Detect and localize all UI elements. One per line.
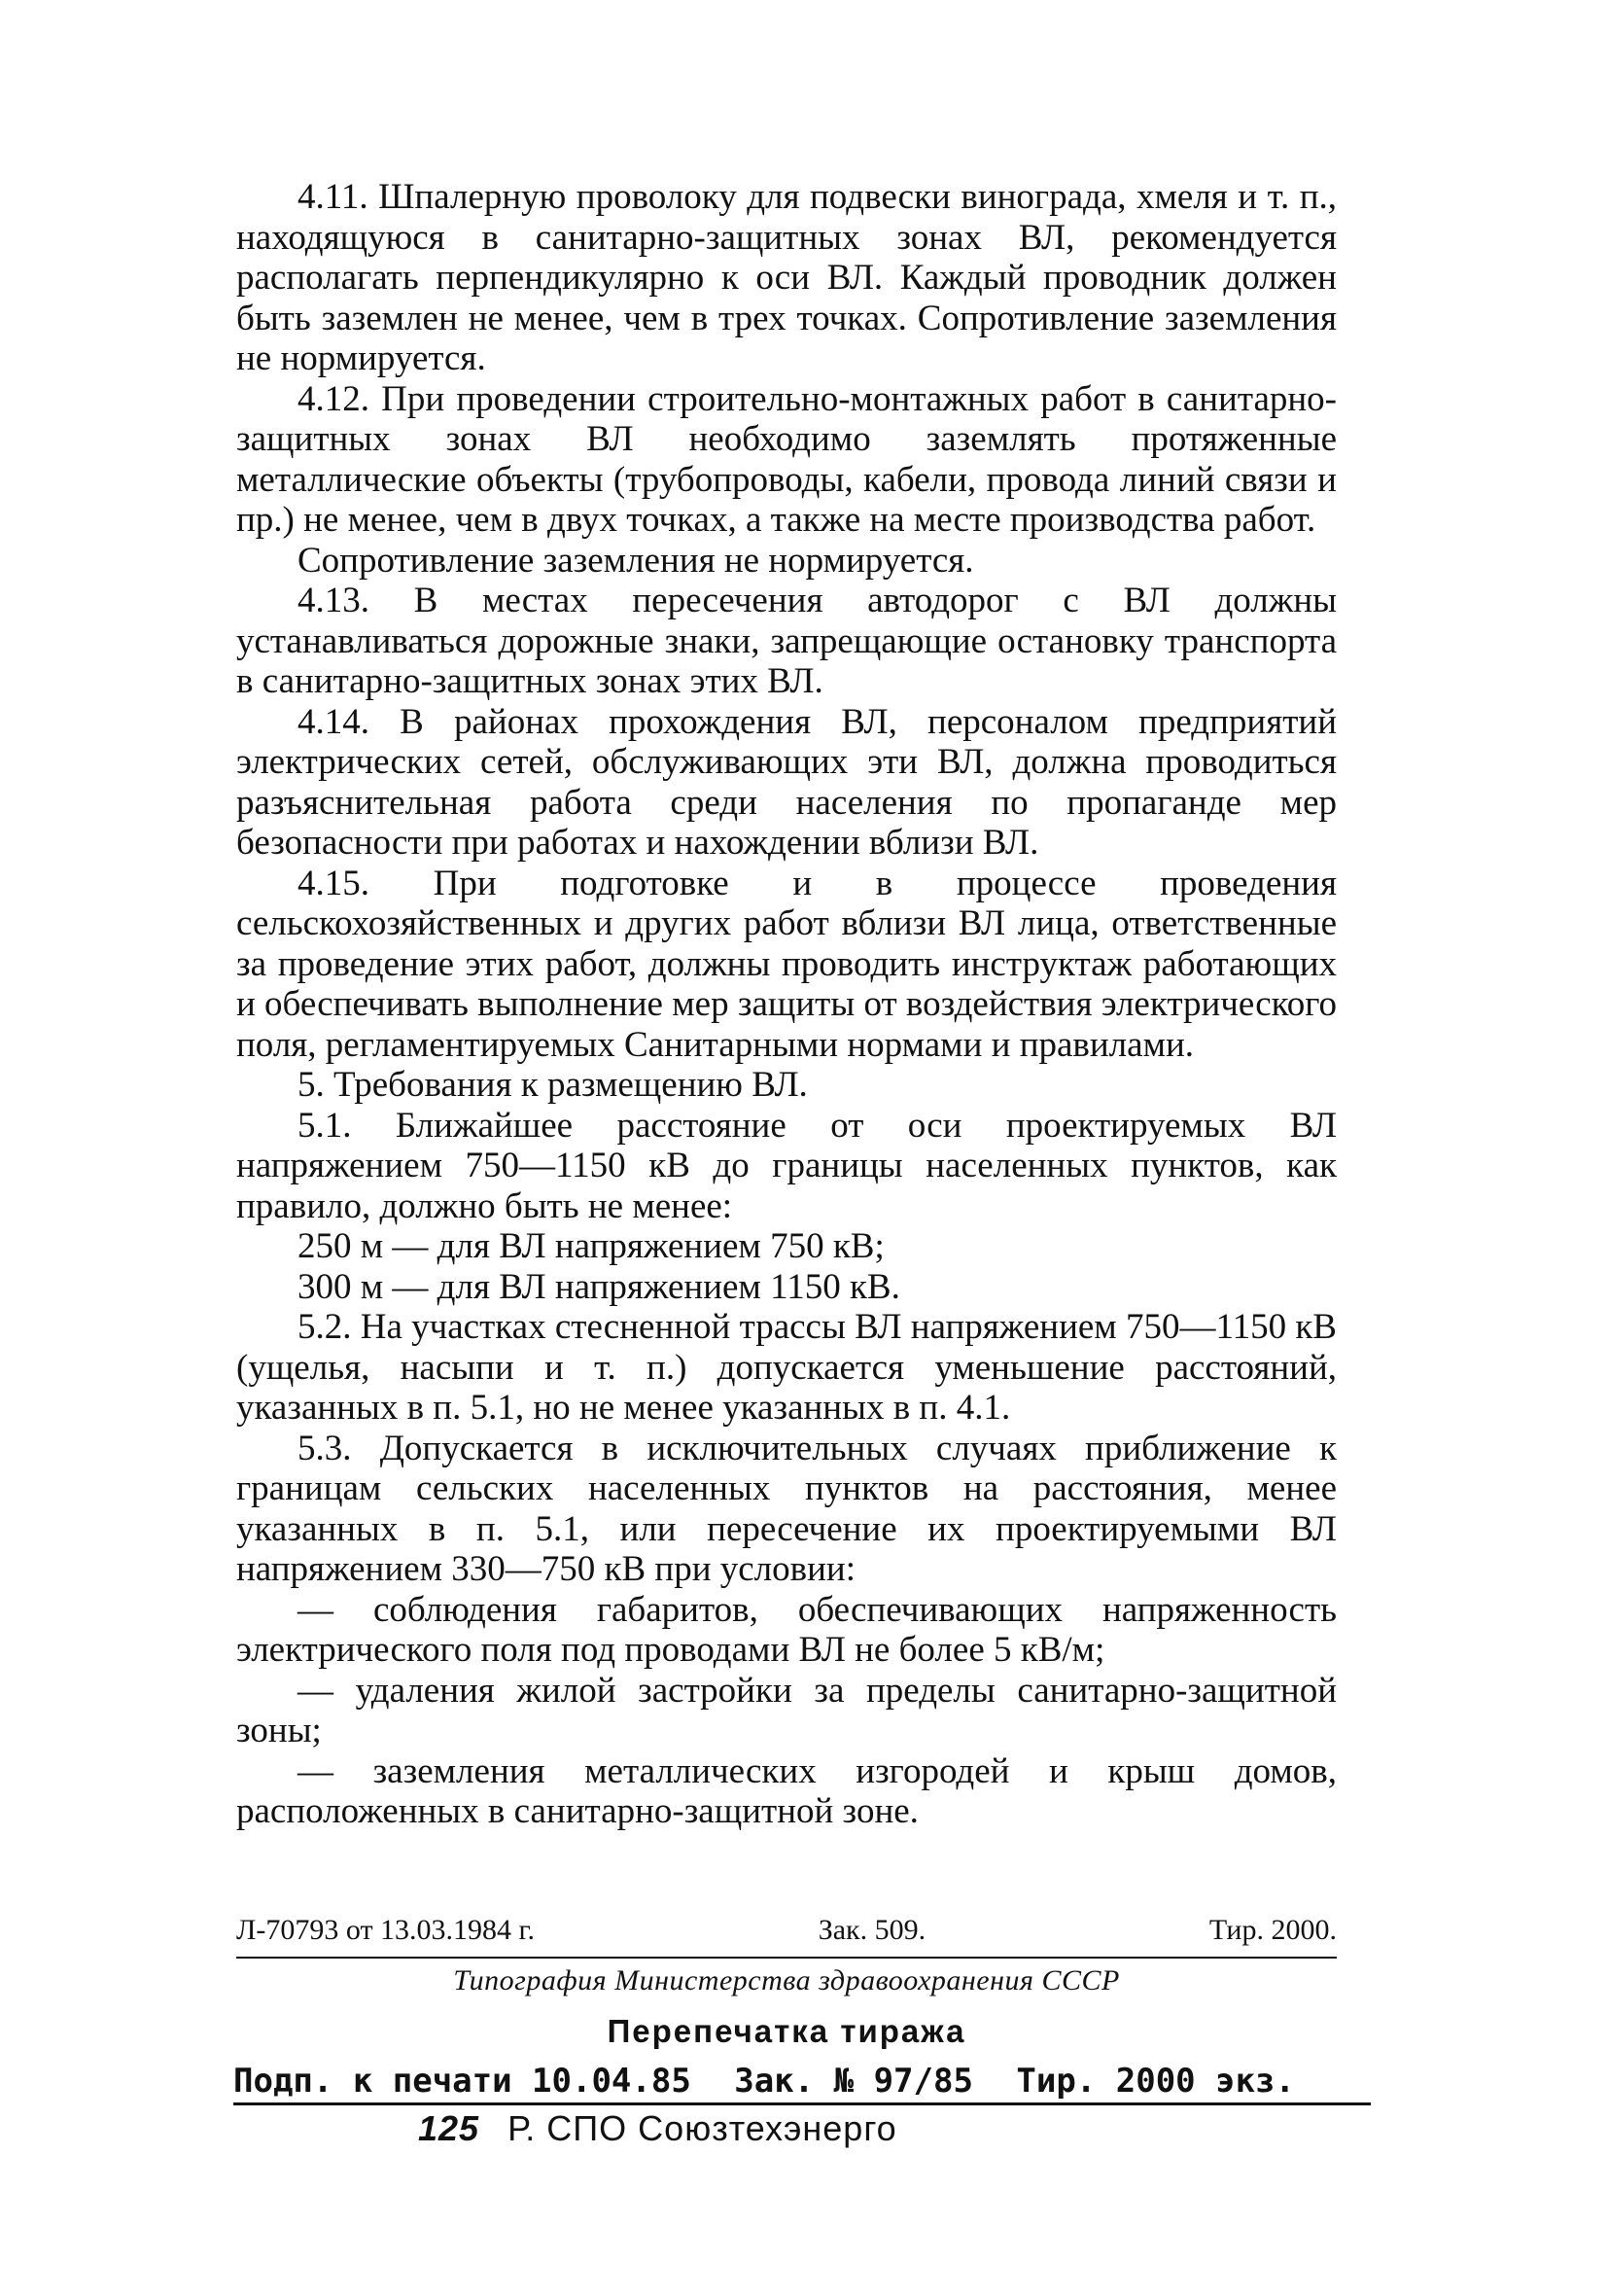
paragraph-5-3: 5.3. Допускается в исключительных случаях приближение к границам сельских населенных пунктов на расстояния, менее указанных в п. 5.1, или пересечение их проектируемыми ВЛ напряжением 330—750 кВ при условии: xyxy=(236,1428,1337,1589)
handwritten-number: 125 xyxy=(418,2108,480,2148)
paragraph-4-12-resistance: Сопротивление заземления не нормируется. xyxy=(297,540,974,581)
reprint-order: Зак. № 97/85 xyxy=(734,2062,973,2101)
paragraph-4-12: 4.12. При проведении строительно-монтажных работ в санитарно-защитных зонах ВЛ необходимо заземлять протяженные металлические объекты (трубопроводы, кабели, провода линий связи и пр.) не менее, чем в двух точках, а также на месте производства работ. xyxy=(236,378,1337,540)
reprint-title: Перепечатка тиража xyxy=(607,2013,966,2049)
paragraph-4-11: 4.11. Шпалерную проволоку для подвески винограда, хмеля и т. п., находящуюся в санитарно-защитных зонах ВЛ, рекомендуется располагать перпендикулярно к оси ВЛ. Каждый проводник должен быть заземлен не менее, чем в трех точках. Сопротивление заземления не нормируется. xyxy=(236,177,1337,378)
reprint-run: Тир. 2000 экз. xyxy=(1016,2062,1295,2101)
paragraph-4-15: 4.15. При подготовке и в процессе проведения сельскохозяйственных и других работ вблизи ВЛ лица, ответственные за проведение этих работ, должны проводить инструктаж работающих и обеспечивать выполнение мер защиты от воздействия электрического поля, регламентируемых Санитарными нормами и правилами. xyxy=(236,863,1337,1065)
printing-house: Типография Министерства здравоохранения СССР xyxy=(453,1964,1120,1996)
body-text xyxy=(236,177,1337,1832)
imprint-row xyxy=(236,1914,1337,1947)
condition-grounding: — заземления металлических изгородей и крыш домов, расположенных в санитарно-защитной зоне. xyxy=(236,1750,1337,1831)
print-run: Тир. 2000. xyxy=(1208,1914,1337,1946)
license-number: Л-70793 от 13.03.1984 г. xyxy=(236,1914,535,1946)
distance-1150kv: 300 м — для ВЛ напряжением 1150 кВ. xyxy=(297,1266,900,1307)
publisher: Р. СПО Союзтехэнерго xyxy=(507,2108,897,2148)
paragraph-5-2: 5.2. На участках стесненной трассы ВЛ напряжением 750—1150 кВ (ущелья, насыпи и т. п.) допускается уменьшение расстояний, указанных в п. 5.1, но не менее указанных в п. 4.1. xyxy=(236,1307,1337,1428)
order-number: Зак. 509. xyxy=(818,1914,926,1946)
publisher-row xyxy=(418,2108,897,2149)
imprint-divider xyxy=(236,1957,1337,1959)
section-5-heading: 5. Требования к размещению ВЛ. xyxy=(297,1065,808,1105)
condition-housing: — удаления жилой застройки за пределы санитарно-защитной зоны; xyxy=(236,1670,1337,1750)
condition-clearances: — соблюдения габаритов, обеспечивающих напряженность электрического поля под проводами ВЛ не более 5 кВ/м; xyxy=(236,1589,1337,1670)
distance-750kv: 250 м — для ВЛ напряжением 750 кВ; xyxy=(297,1226,885,1266)
reprint-stamp xyxy=(233,2060,1371,2105)
paragraph-5-1: 5.1. Ближайшее расстояние от оси проектируемых ВЛ напряжением 750—1150 кВ до границы населенных пунктов, как правило, должно быть не менее: xyxy=(236,1105,1337,1226)
signed-for-print: Подп. к печати 10.04.85 xyxy=(233,2062,691,2101)
paragraph-4-13: 4.13. В местах пересечения автодорог с ВЛ должны устанавливаться дорожные знаки, запрещающие остановку транспорта в санитарно-защитных зонах этих ВЛ. xyxy=(236,581,1337,701)
paragraph-4-14: 4.14. В районах прохождения ВЛ, персоналом предприятий электрических сетей, обслуживающих эти ВЛ, должна проводиться разъяснительная работа среди населения по пропаганде мер безопасности при работах и нахождении вблизи ВЛ. xyxy=(236,701,1337,863)
